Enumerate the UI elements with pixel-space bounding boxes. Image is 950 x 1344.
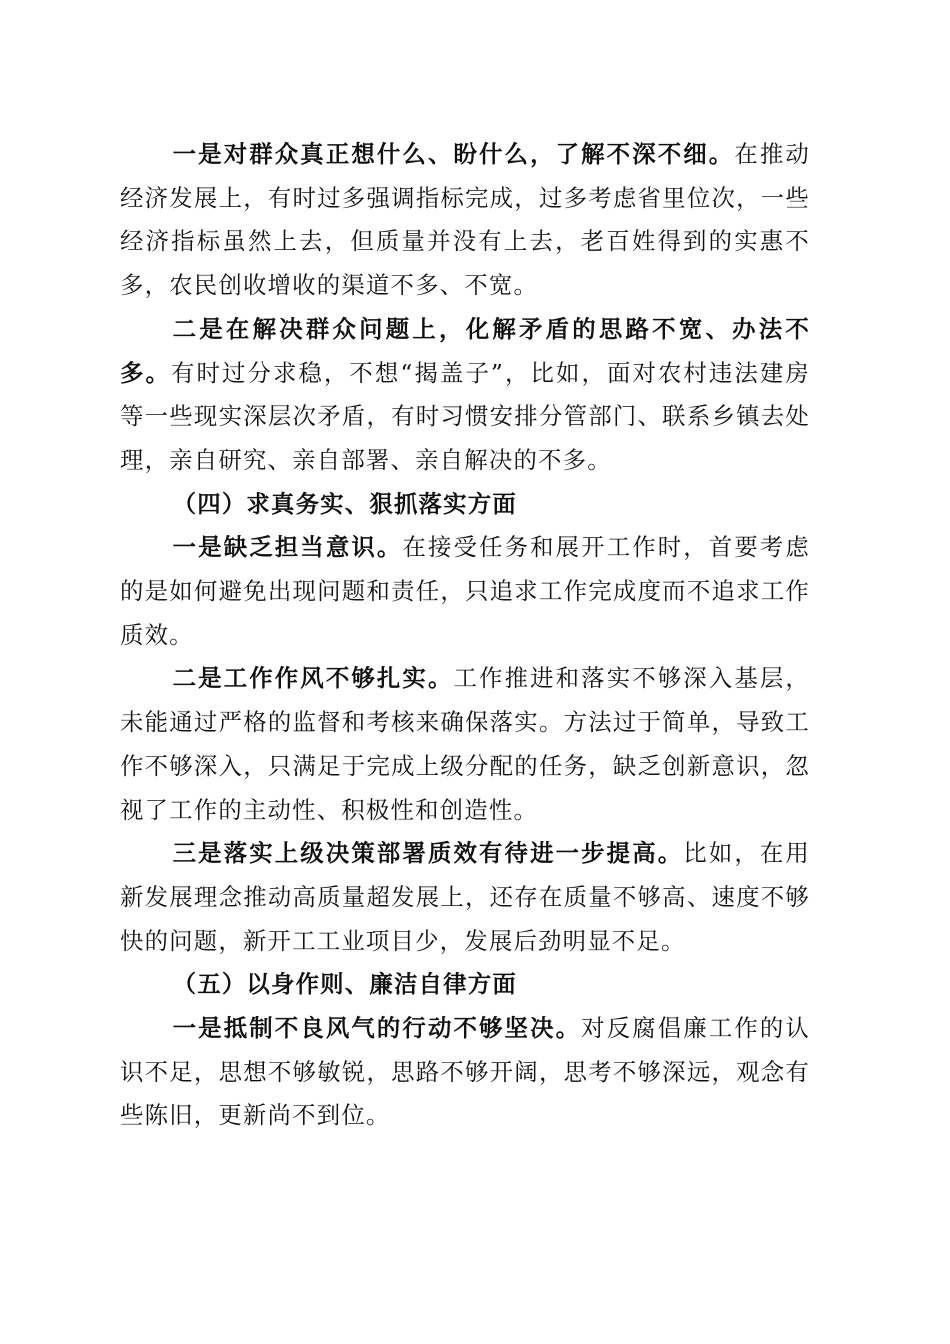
section4-paragraph-1 [120, 526, 810, 657]
paragraph-lead: 一是抵制不良风气的行动不够坚决。 [172, 1014, 582, 1043]
paragraph-lead: 一是缺乏担当意识。 [172, 533, 403, 562]
paragraph-body: 对反腐倡廉工作的认识不足，思想不够敏锐，思路不够开阔，思考不够深远，观念有些陈旧，更新尚不到位。 [120, 1014, 810, 1130]
paragraph-body: 在接受任务和展开工作时，首要考虑的是如何避免出现问题和责任，只追求工作完成度而不追求工作质效。 [120, 533, 810, 649]
paragraph-lead: 二是在解决群众问题上，化解矛盾的思路不宽、办法不多。 [120, 314, 810, 387]
paragraph-lead: 一是对群众真正想什么、盼什么，了解不深不细。 [172, 140, 735, 168]
section-heading-4: （四）求真务实、狠抓落实方面 [172, 489, 517, 518]
paragraph-body: 工作推进和落实不够深入基层，未能通过严格的监督和考核来确保落实。方法过于简单，导致工作不够深入，只满足于完成上级分配的任务，缺乏创新意识，忽视了工作的主动性、积极性和创造性。 [120, 664, 810, 824]
paragraph-lead: 三是落实上级决策部署质效有待进一步提高。 [172, 839, 684, 868]
paragraph-2 [120, 308, 810, 483]
paragraph-body: 比如，在用新发展理念推动高质量超发展上，还存在质量不够高、速度不够快的问题，新开工工业项目少，发展后劲明显不足。 [120, 839, 810, 955]
paragraph-body: 在推动经济发展上，有时过多强调指标完成，过多考虑省里位次，一些经济指标虽然上去，但质量并没有上去，老百姓得到的实惠不多，农民创收增收的渠道不多、不宽。 [120, 140, 810, 300]
section4-paragraph-2 [120, 657, 810, 832]
paragraph-1 [120, 133, 810, 308]
section4-paragraph-3 [120, 832, 810, 963]
paragraph-lead: 二是工作作风不够扎实。 [172, 664, 454, 693]
section-heading-5: （五）以身作则、廉洁自律方面 [172, 970, 517, 999]
paragraph-body: 有时过分求稳，不想“揭盖子”，比如，面对农村违法建房等一些现实深层次矛盾，有时习惯安排分管部门、联系乡镇去处理，亲自研究、亲自部署、亲自解决的不多。 [120, 358, 810, 474]
section5-paragraph-1 [120, 1007, 810, 1138]
document-page [120, 133, 810, 1138]
